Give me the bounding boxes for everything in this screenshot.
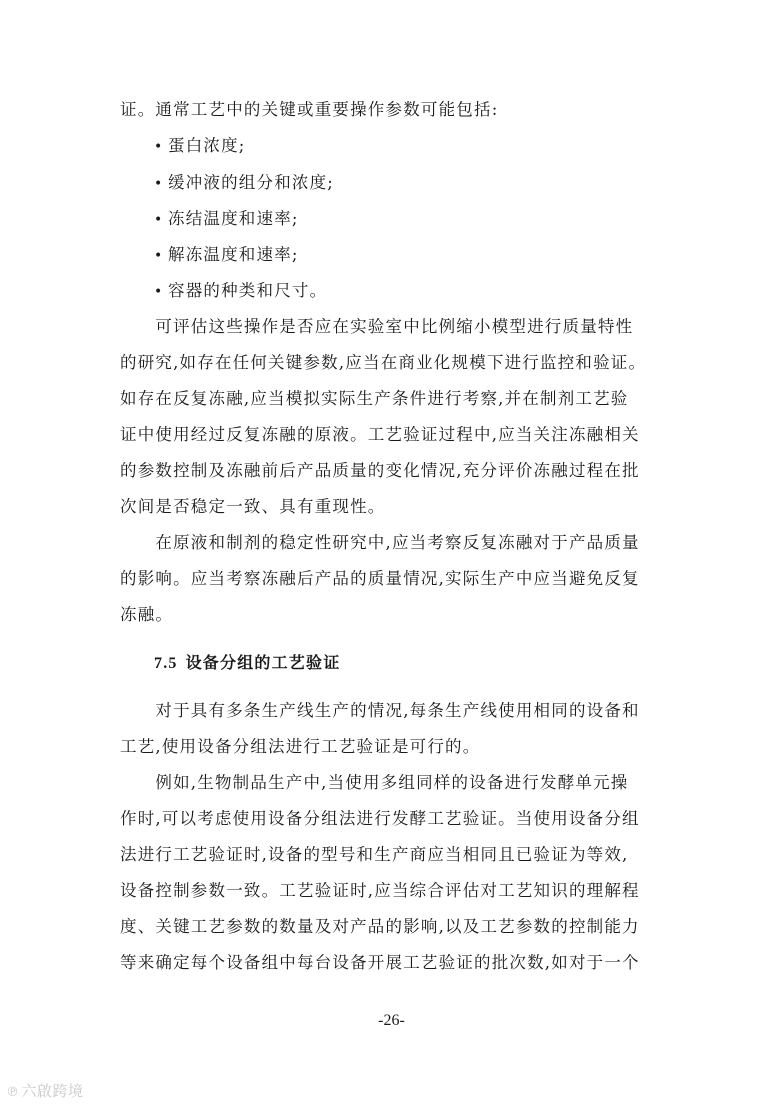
watermark-logo-icon: ℗ xyxy=(6,1085,20,1100)
bullet-text: 冻结温度和速率; xyxy=(168,209,299,228)
bullet-item xyxy=(154,205,299,229)
bullet-text: 容器的种类和尺寸。 xyxy=(168,281,328,300)
paragraph-5-line: 度、关键工艺参数的数量及对产品的影响,以及工艺参数的控制能力 xyxy=(120,917,640,936)
paragraph-5-line: 等来确定每个设备组中每台设备开展工艺验证的批次数,如对于一个 xyxy=(120,953,640,972)
bullet-icon: • xyxy=(154,176,164,192)
bullet-text: 蛋白浓度; xyxy=(168,136,246,155)
bullet-icon: • xyxy=(154,248,164,264)
paragraph-4-line: 对于具有多条生产线生产的情况,每条生产线使用相同的设备和 xyxy=(120,701,640,720)
section-title: 设备分组的工艺验证 xyxy=(185,653,341,672)
bullet-text: 缓冲液的组分和浓度; xyxy=(168,173,335,192)
bullet-icon: • xyxy=(154,284,164,300)
bullet-text: 解冻温度和速率; xyxy=(168,245,299,264)
bullet-icon: • xyxy=(154,212,164,228)
paragraph-3-line: 冻融。 xyxy=(120,605,174,624)
section-number: 7.5 xyxy=(154,655,178,672)
paragraph-2-line: 可评估这些操作是否应在实验室中比例缩小模型进行质量特性 xyxy=(120,317,634,336)
paragraph-3-line: 在原液和制剂的稳定性研究中,应当考察反复冻融对于产品质量 xyxy=(120,533,640,552)
paragraph-4-line: 工艺,使用设备分组法进行工艺验证是可行的。 xyxy=(120,737,481,756)
paragraph-2-line: 证中使用经过反复冻融的原液。工艺验证过程中,应当关注冻融相关 xyxy=(120,425,640,444)
paragraph-5-line: 设备控制参数一致。工艺验证时,应当综合评估对工艺知识的理解程 xyxy=(120,881,640,900)
bullet-item xyxy=(154,241,299,265)
bullet-icon: • xyxy=(154,139,164,155)
section-heading xyxy=(154,650,340,673)
watermark-text: 六啟跨境 xyxy=(21,1082,84,1100)
paragraph-1-line-1: 证。通常工艺中的关键或重要操作参数可能包括: xyxy=(120,100,499,119)
paragraph-5-line: 作时,可以考虑使用设备分组法进行发酵工艺验证。当使用设备分组 xyxy=(120,809,640,828)
paragraph-2-line: 如存在反复冻融,应当模拟实际生产条件进行考察,并在制剂工艺验 xyxy=(120,389,629,408)
paragraph-5-line: 法进行工艺验证时,设备的型号和生产商应当相同且已验证为等效, xyxy=(120,845,629,864)
paragraph-5-line: 例如,生物制品生产中,当使用多组同样的设备进行发酵单元操 xyxy=(120,773,629,792)
paragraph-2-line: 的研究,如存在任何关键参数,应当在商业化规模下进行监控和验证。 xyxy=(120,353,647,372)
page-number: -26- xyxy=(378,1012,405,1029)
bullet-item xyxy=(154,277,327,301)
paragraph-3-line: 的影响。应当考察冻融后产品的质量情况,实际生产中应当避免反复 xyxy=(120,569,640,588)
bullet-item xyxy=(154,169,334,193)
paragraph-2-line: 次间是否稳定一致、具有重现性。 xyxy=(120,497,386,516)
watermark xyxy=(6,1080,84,1101)
bullet-item xyxy=(154,132,246,156)
paragraph-2-line: 的参数控制及冻融前后产品质量的变化情况,充分评价冻融过程在批 xyxy=(120,461,640,480)
